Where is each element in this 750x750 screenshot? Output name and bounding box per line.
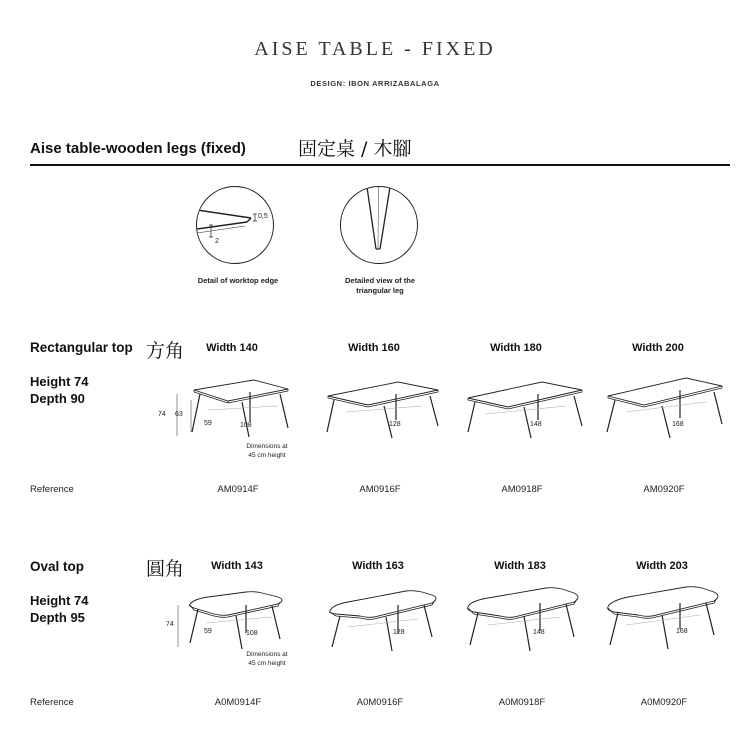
oval-leg-span-128: 128 <box>393 629 405 636</box>
oval-table-203-drawing <box>604 585 734 665</box>
rectangular-depth: Depth 90 <box>30 391 85 406</box>
rect-reference-140: AM0914F <box>217 484 259 495</box>
oval-dim-note-line2: 45 cm height <box>248 660 286 667</box>
triangular-leg-detail <box>340 186 418 264</box>
rect-reference-180: AM0918F <box>501 484 543 495</box>
oval-height: Height 74 <box>30 593 89 608</box>
rect-leg-span-128: 128 <box>389 421 401 428</box>
rect-height-total-dim: 74 <box>158 411 166 418</box>
rect-width-160: Width 160 <box>348 342 400 354</box>
oval-height-total-dim: 74 <box>166 621 174 628</box>
rect-reference-200: AM0920F <box>643 484 685 495</box>
oval-reference-163: A0M0916F <box>356 697 404 708</box>
oval-table-163-drawing <box>318 585 448 665</box>
oval-leg-span-168: 168 <box>676 628 688 635</box>
oval-width-163: Width 163 <box>352 560 404 572</box>
rect-table-180-drawing <box>456 370 586 450</box>
oval-depth: Depth 95 <box>30 610 85 625</box>
rect-width-200: Width 200 <box>632 342 684 354</box>
rect-dim-note-line1: Dimensions at <box>246 443 288 450</box>
oval-reference-203: A0M0920F <box>640 697 688 708</box>
worktop-edge-detail <box>196 186 274 264</box>
oval-table-183-drawing <box>462 585 592 665</box>
rect-width-180: Width 180 <box>490 342 542 354</box>
designer-credit: DESIGN: IBON ARRIZABALAGA <box>310 79 440 88</box>
rect-table-160-drawing <box>312 370 442 450</box>
oval-heading-cjk: 圓角 <box>146 558 185 580</box>
rectangular-heading: Rectangular top <box>30 340 133 355</box>
rectangular-height: Height 74 <box>30 374 89 389</box>
rect-reference-label: Reference <box>30 484 74 495</box>
triangular-leg-drawing <box>341 187 417 263</box>
section-title-cjk: 固定桌 / 木腳 <box>298 138 412 160</box>
worktop-edge-caption: Detail of worktop edge <box>197 276 279 285</box>
triangular-leg-caption-line2: triangular leg <box>356 286 404 295</box>
rect-table-140-drawing <box>150 370 300 450</box>
rectangular-heading-cjk: 方角 <box>146 340 185 362</box>
oval-heading: Oval top <box>30 559 85 574</box>
rect-leg-span-148: 148 <box>530 421 542 428</box>
oval-width-143: Width 143 <box>211 560 263 572</box>
edge-thickness-dim: 0,5 <box>258 213 268 220</box>
oval-width-183: Width 183 <box>494 560 546 572</box>
rect-dim-note-line2: 45 cm height <box>248 452 286 459</box>
worktop-edge-drawing <box>197 187 273 263</box>
oval-leg-span-148: 148 <box>533 629 545 636</box>
rect-height-leg-dim: 63 <box>175 411 183 418</box>
page-title: AISE TABLE - FIXED <box>254 38 496 60</box>
rect-leg-span-108: 108 <box>240 422 252 429</box>
triangular-leg-caption-line1: Detailed view of the <box>344 276 416 285</box>
oval-reference-183: A0M0918F <box>498 697 546 708</box>
rect-table-200-drawing <box>600 370 730 450</box>
oval-leg-span-108: 108 <box>246 630 258 637</box>
oval-depth-dim: 59 <box>204 628 212 635</box>
rect-depth-dim: 59 <box>204 420 212 427</box>
edge-bevel-dim: 2 <box>215 238 219 245</box>
section-divider <box>30 164 730 166</box>
rect-leg-span-168: 168 <box>672 421 684 428</box>
oval-width-203: Width 203 <box>636 560 688 572</box>
rect-width-140: Width 140 <box>206 342 258 354</box>
oval-reference-143: A0M0914F <box>214 697 262 708</box>
oval-reference-label: Reference <box>30 697 74 708</box>
oval-dim-note-line1: Dimensions at <box>246 651 288 658</box>
section-title: Aise table-wooden legs (fixed) <box>30 140 246 157</box>
rect-reference-160: AM0916F <box>359 484 401 495</box>
